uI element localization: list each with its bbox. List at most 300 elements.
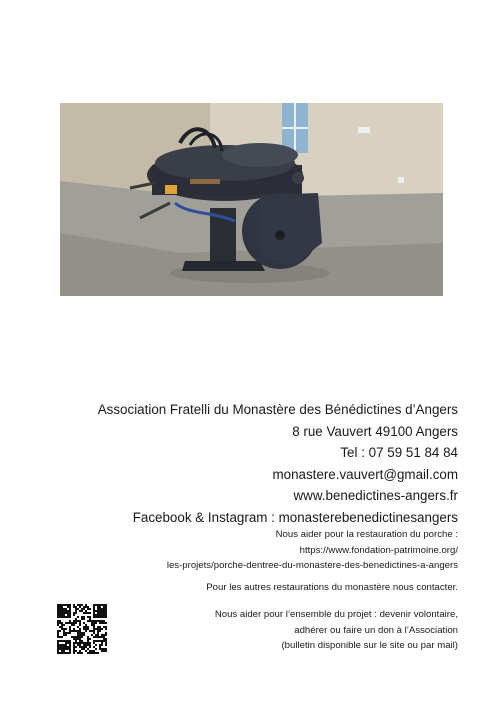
qr-module bbox=[65, 604, 67, 606]
qr-module bbox=[87, 616, 89, 618]
qr-module bbox=[101, 644, 103, 646]
qr-module bbox=[85, 646, 87, 648]
qr-module bbox=[95, 614, 97, 616]
qr-module bbox=[57, 604, 59, 606]
qr-module bbox=[105, 648, 107, 650]
qr-module bbox=[105, 634, 107, 636]
qr-module bbox=[103, 614, 105, 616]
qr-module bbox=[61, 640, 63, 642]
qr-module bbox=[57, 646, 59, 648]
porch-help-link-part2: les-projets/porche-dentree-du-monastere-des-benedictines-a-angers bbox=[166, 560, 458, 571]
qr-module bbox=[57, 608, 59, 610]
qr-module bbox=[69, 640, 71, 642]
qr-module bbox=[93, 606, 95, 608]
qr-module bbox=[105, 644, 107, 646]
qr-module bbox=[85, 610, 87, 612]
qr-module bbox=[67, 606, 69, 608]
qr-module bbox=[93, 622, 95, 624]
qr-module bbox=[61, 636, 63, 638]
qr-module bbox=[59, 610, 61, 612]
qr-module bbox=[57, 642, 59, 644]
qr-module bbox=[69, 646, 71, 648]
qr-module bbox=[101, 604, 103, 606]
qr-module bbox=[101, 640, 103, 642]
qr-module bbox=[71, 636, 73, 638]
qr-module bbox=[89, 652, 91, 654]
qr-module bbox=[103, 648, 105, 650]
project-help-line2: adhérer ou faire un don à l’Association bbox=[294, 624, 458, 636]
printing-press-illustration bbox=[60, 103, 443, 296]
qr-module bbox=[77, 632, 79, 634]
qr-module bbox=[61, 608, 63, 610]
qr-module bbox=[101, 634, 103, 636]
qr-module bbox=[91, 620, 93, 622]
qr-module bbox=[89, 612, 91, 614]
qr-module bbox=[83, 646, 85, 648]
qr-module bbox=[105, 616, 107, 618]
qr-module bbox=[87, 642, 89, 644]
qr-module bbox=[59, 644, 61, 646]
qr-module bbox=[65, 612, 67, 614]
qr-module bbox=[63, 604, 65, 606]
qr-module bbox=[101, 622, 103, 624]
qr-module bbox=[95, 648, 97, 650]
qr-module bbox=[103, 604, 105, 606]
qr-module bbox=[67, 632, 69, 634]
website-url: www.benedictines-angers.fr bbox=[293, 488, 458, 504]
qr-module bbox=[67, 646, 69, 648]
qr-module bbox=[73, 638, 75, 640]
qr-module bbox=[59, 652, 61, 654]
phone-number: Tel : 07 59 51 84 84 bbox=[340, 445, 458, 461]
qr-module bbox=[95, 604, 97, 606]
qr-module bbox=[89, 646, 91, 648]
qr-module bbox=[69, 608, 71, 610]
qr-module bbox=[77, 636, 79, 638]
qr-module bbox=[105, 650, 107, 652]
qr-module bbox=[79, 646, 81, 648]
qr-module bbox=[103, 640, 105, 642]
qr-module bbox=[75, 610, 77, 612]
qr-module bbox=[57, 650, 59, 652]
qr-module bbox=[81, 618, 83, 620]
qr-module bbox=[87, 636, 89, 638]
qr-module bbox=[89, 618, 91, 620]
qr-module bbox=[61, 614, 63, 616]
qr-module bbox=[65, 634, 67, 636]
qr-module bbox=[67, 648, 69, 650]
qr-module bbox=[67, 604, 69, 606]
qr-module bbox=[97, 604, 99, 606]
qr-module bbox=[65, 642, 67, 644]
qr-module bbox=[63, 624, 65, 626]
qr-module bbox=[57, 624, 59, 626]
qr-module bbox=[81, 616, 83, 618]
qr-module bbox=[65, 644, 67, 646]
qr-module bbox=[97, 616, 99, 618]
qr-module bbox=[81, 640, 83, 642]
qr-module bbox=[85, 628, 87, 630]
qr-module bbox=[97, 628, 99, 630]
qr-module bbox=[69, 626, 71, 628]
qr-module bbox=[57, 616, 59, 618]
qr-module bbox=[59, 608, 61, 610]
qr-module bbox=[103, 622, 105, 624]
qr-module bbox=[65, 610, 67, 612]
qr-module bbox=[59, 646, 61, 648]
qr-module bbox=[81, 610, 83, 612]
qr-module bbox=[85, 626, 87, 628]
qr-module bbox=[97, 634, 99, 636]
qr-module bbox=[69, 620, 71, 622]
qr-module bbox=[87, 628, 89, 630]
qr-module bbox=[81, 652, 83, 654]
qr-module bbox=[89, 608, 91, 610]
qr-module bbox=[65, 632, 67, 634]
qr-module bbox=[93, 630, 95, 632]
qr-module bbox=[89, 620, 91, 622]
qr-module bbox=[61, 650, 63, 652]
qr-module bbox=[69, 648, 71, 650]
qr-module bbox=[73, 620, 75, 622]
qr-module bbox=[105, 610, 107, 612]
qr-module bbox=[61, 624, 63, 626]
qr-module bbox=[95, 610, 97, 612]
qr-module bbox=[77, 652, 79, 654]
qr-module bbox=[99, 626, 101, 628]
qr-module bbox=[77, 642, 79, 644]
qr-module bbox=[103, 610, 105, 612]
qr-module bbox=[87, 644, 89, 646]
qr-module bbox=[77, 644, 79, 646]
qr-module bbox=[65, 648, 67, 650]
qr-module bbox=[87, 620, 89, 622]
qr-module bbox=[105, 608, 107, 610]
qr-module bbox=[67, 642, 69, 644]
qr-module bbox=[61, 646, 63, 648]
qr-module bbox=[105, 606, 107, 608]
qr-module bbox=[97, 614, 99, 616]
qr-module bbox=[57, 614, 59, 616]
qr-module bbox=[69, 630, 71, 632]
qr-module bbox=[57, 610, 59, 612]
qr-module bbox=[77, 604, 79, 606]
qr-module bbox=[105, 614, 107, 616]
qr-module bbox=[83, 626, 85, 628]
qr-module bbox=[67, 622, 69, 624]
qr-module bbox=[95, 640, 97, 642]
qr-module bbox=[61, 610, 63, 612]
qr-module bbox=[59, 620, 61, 622]
qr-module bbox=[103, 612, 105, 614]
qr-module bbox=[103, 616, 105, 618]
qr-module bbox=[69, 644, 71, 646]
qr-module bbox=[103, 638, 105, 640]
qr-module bbox=[83, 622, 85, 624]
qr-module bbox=[77, 616, 79, 618]
qr-module bbox=[65, 640, 67, 642]
qr-module bbox=[63, 610, 65, 612]
qr-module bbox=[101, 616, 103, 618]
qr-module bbox=[79, 606, 81, 608]
qr-module bbox=[81, 648, 83, 650]
qr-module bbox=[81, 632, 83, 634]
qr-module bbox=[89, 650, 91, 652]
qr-module bbox=[93, 626, 95, 628]
qr-module bbox=[81, 604, 83, 606]
qr-module bbox=[83, 628, 85, 630]
qr-module bbox=[93, 646, 95, 648]
qr-module bbox=[67, 640, 69, 642]
qr-module bbox=[85, 606, 87, 608]
qr-module bbox=[77, 608, 79, 610]
qr-module bbox=[95, 620, 97, 622]
qr-module bbox=[87, 652, 89, 654]
qr-module bbox=[97, 630, 99, 632]
qr-module bbox=[79, 634, 81, 636]
qr-module bbox=[59, 630, 61, 632]
qr-module bbox=[103, 626, 105, 628]
qr-module bbox=[61, 648, 63, 650]
qr-module bbox=[105, 604, 107, 606]
qr-module bbox=[97, 620, 99, 622]
qr-module bbox=[83, 606, 85, 608]
qr-module bbox=[77, 634, 79, 636]
qr-module bbox=[99, 610, 101, 612]
qr-module bbox=[57, 636, 59, 638]
qr-module bbox=[75, 642, 77, 644]
qr-module bbox=[61, 622, 63, 624]
qr-module bbox=[91, 652, 93, 654]
qr-module bbox=[89, 642, 91, 644]
qr-module bbox=[57, 630, 59, 632]
email-address: monastere.vauvert@gmail.com bbox=[272, 466, 458, 482]
qr-module bbox=[61, 628, 63, 630]
qr-module bbox=[71, 624, 73, 626]
qr-module bbox=[99, 606, 101, 608]
qr-module bbox=[75, 636, 77, 638]
qr-module bbox=[99, 612, 101, 614]
qr-module bbox=[61, 612, 63, 614]
qr-module bbox=[97, 652, 99, 654]
qr-module bbox=[69, 612, 71, 614]
qr-module bbox=[77, 630, 79, 632]
qr-module bbox=[57, 648, 59, 650]
qr-module bbox=[101, 614, 103, 616]
qr-module bbox=[79, 638, 81, 640]
qr-module bbox=[61, 626, 63, 628]
qr-module bbox=[63, 634, 65, 636]
qr-module bbox=[57, 612, 59, 614]
qr-module bbox=[59, 636, 61, 638]
qr-module bbox=[69, 610, 71, 612]
qr-module bbox=[97, 610, 99, 612]
qr-module bbox=[65, 652, 67, 654]
qr-module bbox=[69, 650, 71, 652]
qr-module bbox=[101, 636, 103, 638]
qr-module bbox=[95, 634, 97, 636]
qr-module bbox=[57, 644, 59, 646]
qr-module bbox=[93, 616, 95, 618]
qr-module bbox=[63, 640, 65, 642]
qr-module bbox=[105, 622, 107, 624]
qr-module bbox=[93, 650, 95, 652]
printing-press-photo bbox=[60, 103, 443, 296]
qr-module bbox=[99, 630, 101, 632]
qr-module bbox=[57, 640, 59, 642]
qr-module bbox=[99, 644, 101, 646]
qr-module bbox=[93, 612, 95, 614]
qr-module bbox=[99, 640, 101, 642]
qr-module bbox=[97, 608, 99, 610]
qr-module bbox=[57, 632, 59, 634]
qr-module bbox=[105, 632, 107, 634]
qr-module bbox=[93, 642, 95, 644]
qr-module bbox=[59, 606, 61, 608]
qr-module bbox=[83, 618, 85, 620]
qr-module bbox=[73, 652, 75, 654]
qr-module bbox=[93, 636, 95, 638]
contact-block bbox=[28, 399, 458, 529]
qr-module bbox=[97, 636, 99, 638]
qr-module bbox=[65, 646, 67, 648]
qr-module bbox=[87, 626, 89, 628]
qr-module bbox=[75, 650, 77, 652]
qr-module bbox=[59, 616, 61, 618]
qr-module bbox=[63, 628, 65, 630]
qr-module bbox=[63, 648, 65, 650]
qr-code-icon bbox=[57, 604, 107, 654]
qr-module bbox=[85, 650, 87, 652]
qr-module bbox=[59, 604, 61, 606]
qr-module bbox=[93, 610, 95, 612]
qr-module bbox=[73, 622, 75, 624]
qr-module bbox=[85, 630, 87, 632]
qr-module bbox=[73, 614, 75, 616]
qr-module bbox=[57, 652, 59, 654]
qr-module bbox=[103, 650, 105, 652]
qr-module bbox=[61, 616, 63, 618]
qr-module bbox=[101, 620, 103, 622]
qr-module bbox=[67, 616, 69, 618]
qr-module bbox=[95, 616, 97, 618]
qr-module bbox=[105, 612, 107, 614]
qr-module bbox=[93, 608, 95, 610]
qr-module bbox=[73, 650, 75, 652]
qr-module bbox=[87, 648, 89, 650]
qr-module bbox=[73, 648, 75, 650]
qr-module bbox=[73, 606, 75, 608]
qr-module bbox=[75, 618, 77, 620]
qr-module bbox=[79, 644, 81, 646]
qr-module bbox=[79, 604, 81, 606]
qr-module bbox=[69, 614, 71, 616]
qr-module bbox=[67, 610, 69, 612]
qr-module bbox=[73, 630, 75, 632]
qr-module bbox=[69, 628, 71, 630]
qr-module bbox=[65, 616, 67, 618]
qr-module bbox=[87, 640, 89, 642]
qr-module bbox=[71, 622, 73, 624]
qr-module bbox=[61, 604, 63, 606]
qr-module bbox=[63, 614, 65, 616]
qr-module bbox=[79, 652, 81, 654]
qr-module bbox=[91, 622, 93, 624]
qr-module bbox=[81, 608, 83, 610]
qr-module bbox=[79, 636, 81, 638]
qr-module bbox=[57, 622, 59, 624]
qr-module bbox=[85, 644, 87, 646]
qr-module bbox=[79, 620, 81, 622]
qr-module bbox=[69, 622, 71, 624]
qr-module bbox=[69, 604, 71, 606]
qr-module bbox=[79, 628, 81, 630]
qr-module bbox=[85, 604, 87, 606]
qr-module bbox=[83, 612, 85, 614]
project-help-line3: (bulletin disponible sur le site ou par mail) bbox=[281, 640, 458, 651]
qr-module bbox=[75, 638, 77, 640]
qr-module bbox=[57, 634, 59, 636]
porch-help-line: Nous aider pour la restauration du porche : bbox=[275, 529, 458, 540]
qr-module bbox=[83, 632, 85, 634]
qr-module bbox=[95, 644, 97, 646]
qr-module bbox=[79, 650, 81, 652]
qr-module bbox=[79, 640, 81, 642]
qr-module bbox=[73, 644, 75, 646]
qr-module bbox=[105, 640, 107, 642]
qr-module bbox=[99, 648, 101, 650]
qr-module bbox=[99, 636, 101, 638]
qr-module bbox=[83, 634, 85, 636]
qr-module bbox=[63, 644, 65, 646]
qr-module bbox=[101, 648, 103, 650]
qr-module bbox=[69, 616, 71, 618]
qr-module bbox=[69, 632, 71, 634]
qr-module bbox=[91, 630, 93, 632]
qr-module bbox=[75, 612, 77, 614]
other-restorations-line: Pour les autres restaurations du monastère nous contacter. bbox=[206, 581, 458, 593]
qr-module bbox=[65, 608, 67, 610]
qr-module bbox=[87, 638, 89, 640]
qr-module bbox=[75, 622, 77, 624]
qr-module bbox=[85, 642, 87, 644]
qr-module bbox=[91, 650, 93, 652]
qr-module bbox=[105, 626, 107, 628]
qr-module bbox=[63, 652, 65, 654]
qr-module bbox=[79, 622, 81, 624]
qr-module bbox=[79, 630, 81, 632]
qr-module bbox=[103, 636, 105, 638]
qr-module bbox=[59, 614, 61, 616]
qr-module bbox=[73, 604, 75, 606]
qr-module bbox=[73, 642, 75, 644]
qr-module bbox=[93, 620, 95, 622]
qr-module bbox=[89, 638, 91, 640]
qr-module bbox=[75, 646, 77, 648]
qr-module bbox=[75, 640, 77, 642]
qr-module bbox=[99, 616, 101, 618]
qr-module bbox=[89, 616, 91, 618]
qr-module bbox=[103, 606, 105, 608]
qr-module bbox=[75, 620, 77, 622]
qr-module bbox=[99, 622, 101, 624]
qr-module bbox=[77, 638, 79, 640]
qr-module bbox=[61, 644, 63, 646]
qr-module bbox=[83, 616, 85, 618]
qr-module bbox=[69, 642, 71, 644]
qr-module bbox=[95, 636, 97, 638]
qr-module bbox=[69, 652, 71, 654]
